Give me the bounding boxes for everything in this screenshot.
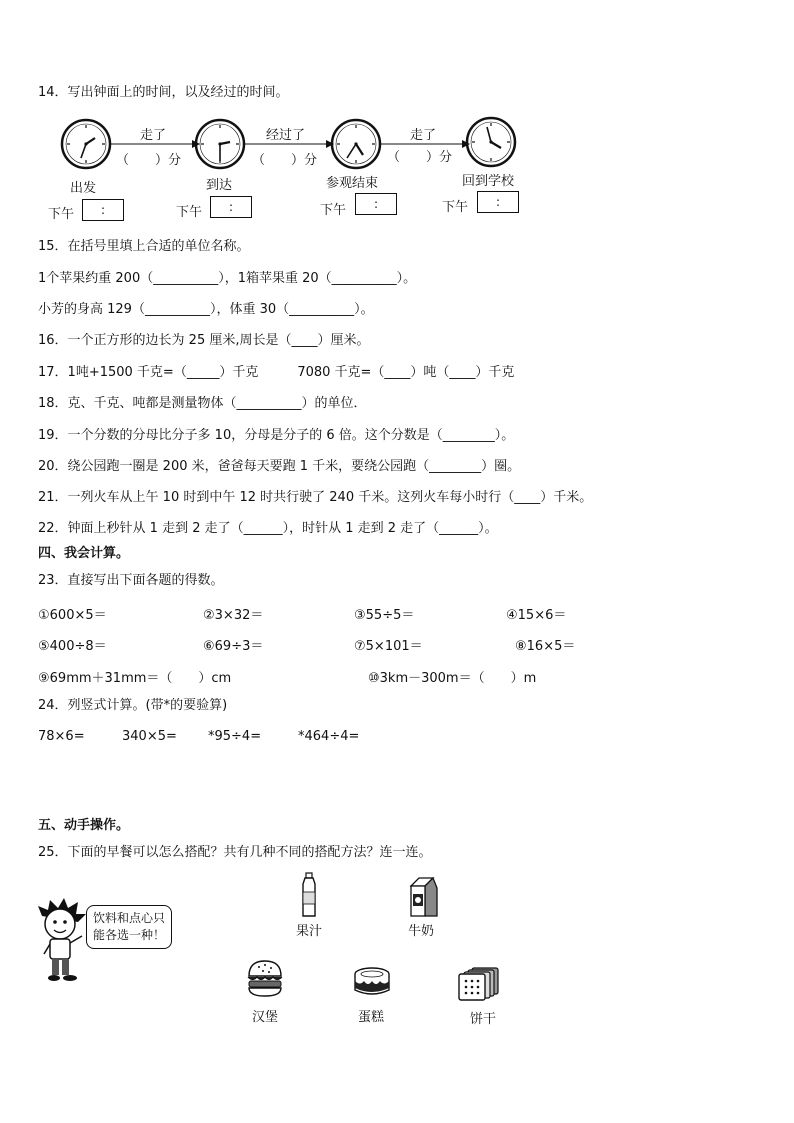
q19-text: 19．一个分数的分母比分子多 10，分母是分子的 6 倍。这个分数是（________）。 <box>38 428 515 443</box>
snack-hamburger-label: 汉堡 <box>252 1010 279 1025</box>
q24-item-3: *95÷4= <box>208 729 262 744</box>
pm-label-4: 下午 <box>442 200 469 215</box>
pm-label-3: 下午 <box>320 203 347 218</box>
speech-bubble-line-2: 能各选一种！ <box>93 928 166 942</box>
q23-item-9: ⑨69mm＋31mm＝（ ）cm <box>38 671 232 686</box>
q23-item-10: ⑩3km－300m＝（ ）m <box>368 671 537 686</box>
time-box-visit-end[interactable]: : <box>355 193 397 215</box>
milk-carton-icon <box>405 876 439 918</box>
q23-item-5: ⑤400÷8＝ <box>38 639 107 654</box>
q23-item-8: ⑧16×5＝ <box>515 639 576 654</box>
time-box-arrive[interactable]: : <box>210 196 252 218</box>
step-3-blank: （ ）分 <box>387 150 453 165</box>
label-back-school: 回到学校 <box>462 174 515 189</box>
q23-item-1: ①600×5＝ <box>38 608 107 623</box>
drink-milk-label: 牛奶 <box>408 924 435 939</box>
pm-label-1: 下午 <box>48 207 75 222</box>
q15-text: 15．在括号里填上合适的单位名称。 <box>38 239 250 254</box>
juice-bottle-icon <box>298 872 320 918</box>
q15-line-2: 小芳的身高 129（__________），体重 30（__________）。 <box>38 302 374 317</box>
q18-text: 18．克、千克、吨都是测量物体（__________）的单位． <box>38 396 367 411</box>
q23-item-6: ⑥69÷3＝ <box>203 639 264 654</box>
snack-biscuit-label: 饼干 <box>470 1012 497 1027</box>
q23-item-4: ④15×6＝ <box>506 608 567 623</box>
time-box-back-school[interactable]: : <box>477 191 519 213</box>
label-visit-end: 参观结束 <box>326 176 379 191</box>
clock-visit-end-icon <box>330 118 382 170</box>
q15-line-1: 1个苹果约重 200（__________），1箱苹果重 20（__________）。 <box>38 271 417 286</box>
q23-text: 23．直接写出下面各题的得数。 <box>38 573 224 588</box>
step-1-blank: （ ）分 <box>116 153 182 168</box>
step-1-label: 走了 <box>140 128 167 143</box>
biscuit-icon <box>456 966 500 1002</box>
q24-item-2: 340×5= <box>122 729 177 744</box>
section-5-heading: 五、动手操作。 <box>38 818 130 833</box>
cake-icon <box>352 966 392 998</box>
q16-text: 16．一个正方形的边长为 25 厘米,周长是（____）厘米。 <box>38 333 370 348</box>
drink-juice-label: 果汁 <box>296 924 323 939</box>
q24-text: 24．列竖式计算。(带*的要验算) <box>38 698 228 713</box>
step-2-blank: （ ）分 <box>252 153 318 168</box>
q21-text: 21．一列火车从上午 10 时到中午 12 时共行驶了 240 千米。这列火车每小时行（____）千米。 <box>38 490 593 505</box>
step-2-label: 经过了 <box>266 128 306 143</box>
clock-arrive-icon <box>194 118 246 170</box>
clock-back-school-icon <box>465 116 517 168</box>
time-box-start[interactable]: : <box>82 199 124 221</box>
clock-start-icon <box>60 118 112 170</box>
q25-text: 25．下面的早餐可以怎么搭配？共有几种不同的搭配方法？连一连。 <box>38 845 432 860</box>
pm-label-2: 下午 <box>176 205 203 220</box>
speech-bubble <box>86 905 172 949</box>
speech-bubble-line-1: 饮料和点心只 <box>93 911 166 925</box>
snack-cake-label: 蛋糕 <box>358 1010 385 1025</box>
q24-item-4: *464÷4= <box>298 729 360 744</box>
label-start: 出发 <box>70 181 97 196</box>
label-arrive: 到达 <box>206 178 233 193</box>
q20-text: 20．绕公园跑一圈是 200 米，爸爸每天要跑 1 千米，要绕公园跑（________）圈。 <box>38 459 521 474</box>
q24-item-1: 78×6= <box>38 729 85 744</box>
boy-illustration-icon <box>32 896 90 986</box>
q14-text: 14．写出钟面上的时间，以及经过的时间。 <box>38 85 289 100</box>
q23-item-2: ②3×32＝ <box>203 608 264 623</box>
section-4-heading: 四、我会计算。 <box>38 546 130 561</box>
step-3-label: 走了 <box>410 128 437 143</box>
q23-item-7: ⑦5×101＝ <box>354 639 423 654</box>
hamburger-icon <box>245 958 285 998</box>
q22-text: 22．钟面上秒针从 1 走到 2 走了（______），时针从 1 走到 2 走了（______）。 <box>38 521 498 536</box>
q17-text: 17．1吨+1500 千克=（_____）千克 7080 千克=（____）吨（____）千克 <box>38 365 515 380</box>
q23-item-3: ③55÷5＝ <box>354 608 415 623</box>
